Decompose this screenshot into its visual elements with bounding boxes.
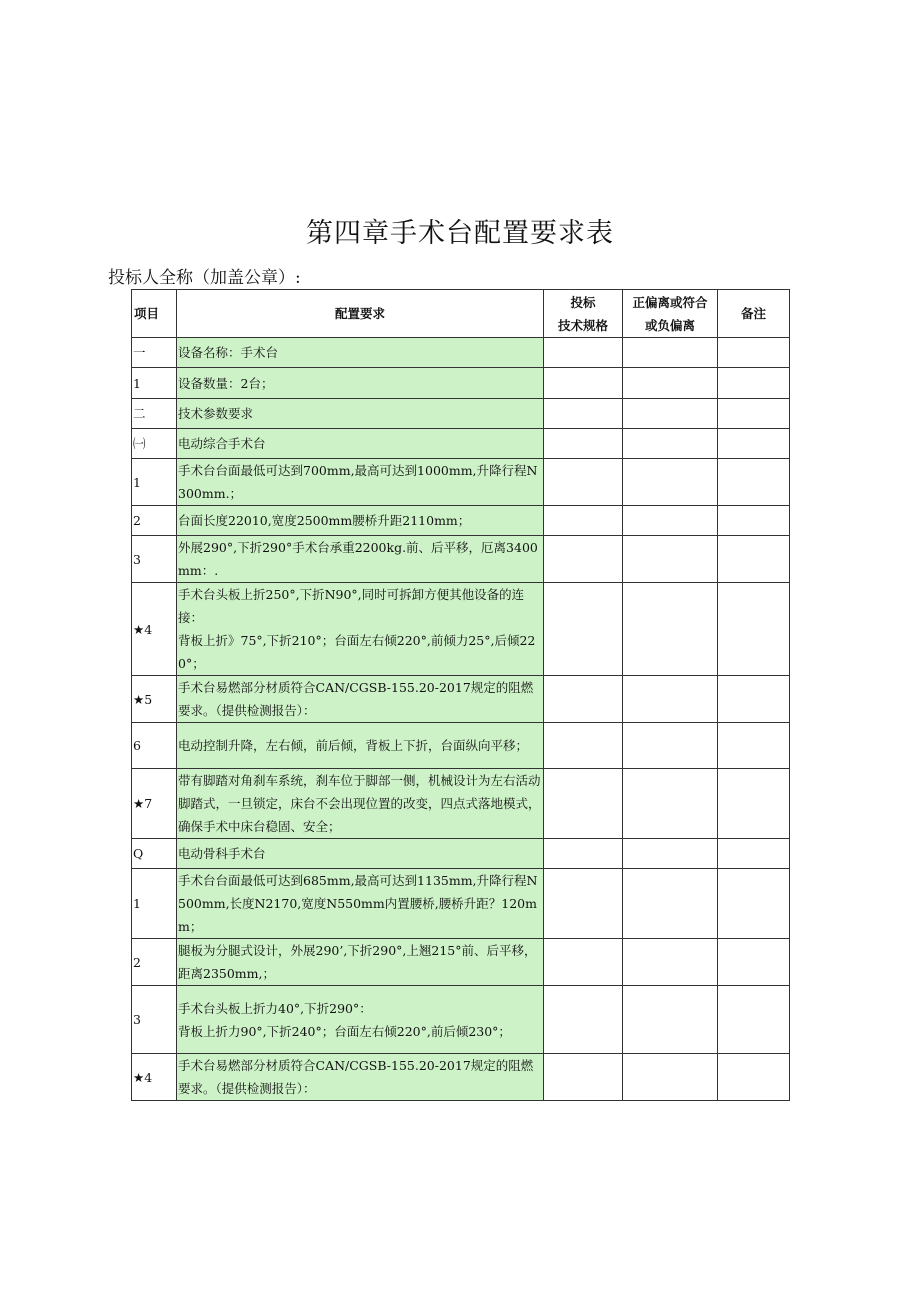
table-row [132,399,790,429]
row-deviation-cell[interactable] [623,1054,718,1101]
row-item-number: ★5 [132,676,177,723]
row-item-number: 1 [132,459,177,506]
row-remark-cell[interactable] [718,839,790,869]
row-remark-cell[interactable] [718,939,790,986]
row-requirement [177,986,544,1054]
row-spec-cell[interactable] [544,536,623,583]
table-row [132,769,790,839]
header-spec-line1: 投标 [570,294,596,310]
table-row [132,939,790,986]
row-spec-cell[interactable] [544,676,623,723]
row-requirement [177,1054,544,1101]
row-requirement [177,368,544,399]
row-spec-cell[interactable] [544,869,623,939]
row-spec-cell[interactable] [544,583,623,676]
row-requirement [177,429,544,459]
row-item-number: 一 [132,338,177,368]
row-remark-cell[interactable] [718,459,790,506]
requirement-text: 背板上折力90°,下折240°；台面左右倾220°,前后倾230°； [178,1023,511,1039]
row-deviation-cell[interactable] [623,429,718,459]
row-deviation-cell[interactable] [623,939,718,986]
row-deviation-cell[interactable] [623,986,718,1054]
requirement-text: 手术台台面最低可达到685mm,最高可达到1135mm,升降行程N500mm,长度N2170,宽度N550mm内置腰桥,腰桥升距？120mm； [178,873,538,934]
page-title: 第四章手术台配置要求表 [306,218,614,249]
row-item-number: 1 [132,869,177,939]
row-remark-cell[interactable] [718,869,790,939]
bidder-name-label: 投标人全称（加盖公章）: [108,268,301,288]
row-deviation-cell[interactable] [623,839,718,869]
row-requirement [177,939,544,986]
row-deviation-cell[interactable] [623,459,718,506]
requirement-text: 手术台易燃部分材质符合CAN/CGSB-155.20-2017规定的阻燃要求。（提供检测报告）： [178,1058,534,1096]
requirement-text: 设备数量：2台； [178,375,274,391]
row-deviation-cell[interactable] [623,723,718,769]
table-row [132,536,790,583]
row-requirement [177,338,544,368]
row-deviation-cell[interactable] [623,338,718,368]
requirement-text: 技术参数要求 [178,406,254,421]
row-spec-cell[interactable] [544,839,623,869]
row-deviation-cell[interactable] [623,506,718,536]
requirement-text: 手术台头板上折力40°,下折290°： [178,1000,372,1016]
row-spec-cell[interactable] [544,338,623,368]
row-requirement [177,399,544,429]
row-item-number: 1 [132,368,177,399]
requirement-text: 手术台台面最低可达到700mm,最高可达到1000mm,升降行程N300mm.； [178,463,538,501]
row-requirement [177,839,544,869]
row-spec-cell[interactable] [544,1054,623,1101]
row-deviation-cell[interactable] [623,368,718,399]
table-header-row [132,290,790,338]
requirement-text: 台面长度22010,宽度2500mm腰桥升距2110mm； [178,513,471,528]
row-remark-cell[interactable] [718,338,790,368]
table-row [132,986,790,1054]
requirement-text: 设备名称：手术台 [178,345,279,360]
requirement-text: 电动骨科手术台 [178,846,266,861]
table-row [132,1054,790,1101]
table-row [132,839,790,869]
row-remark-cell[interactable] [718,399,790,429]
row-remark-cell[interactable] [718,368,790,399]
row-deviation-cell[interactable] [623,676,718,723]
requirement-text: 手术台易燃部分材质符合CAN/CGSB-155.20-2017规定的阻燃要求。（提供检测报告）： [178,680,534,718]
row-requirement [177,676,544,723]
row-remark-cell[interactable] [718,769,790,839]
table-row [132,338,790,368]
table-row [132,583,790,676]
table-row [132,368,790,399]
header-remark: 备注 [718,290,790,338]
row-item-number: 2 [132,506,177,536]
table-row [132,869,790,939]
row-remark-cell[interactable] [718,723,790,769]
row-deviation-cell[interactable] [623,536,718,583]
row-deviation-cell[interactable] [623,583,718,676]
row-item-number: ★7 [132,769,177,839]
row-remark-cell[interactable] [718,536,790,583]
header-deviation [623,290,718,338]
table-row [132,429,790,459]
header-item: 项目 [132,290,177,338]
header-requirement: 配置要求 [177,290,544,338]
requirement-text: 背板上折》75°,下折210°；台面左右倾220°,前倾力25°,后倾220°； [178,633,536,671]
row-remark-cell[interactable] [718,583,790,676]
row-remark-cell[interactable] [718,1054,790,1101]
row-spec-cell[interactable] [544,368,623,399]
row-spec-cell[interactable] [544,769,623,839]
row-item-number: ★4 [132,1054,177,1101]
row-requirement [177,536,544,583]
header-spec [544,290,623,338]
row-requirement [177,459,544,506]
row-deviation-cell[interactable] [623,399,718,429]
row-requirement [177,869,544,939]
header-deviation-line2: 或负偏离 [644,317,695,333]
row-deviation-cell[interactable] [623,769,718,839]
requirement-text: 电动控制升降，左右倾，前后倾，背板上下折，台面纵向平移； [178,738,529,753]
row-spec-cell[interactable] [544,506,623,536]
header-deviation-line1: 正偏离或符合 [632,294,708,310]
row-item-number: 2 [132,939,177,986]
row-spec-cell[interactable] [544,939,623,986]
requirement-text: 带有脚踏对角刹车系统，刹车位于脚部一侧，机械设计为左右活动脚踏式，一旦锁定，床台不会出现位置的改变，四点式落地模式，确保手术中床台稳固、安全； [178,773,541,834]
row-deviation-cell[interactable] [623,869,718,939]
requirement-text: 电动综合手术台 [178,436,266,451]
row-requirement [177,583,544,676]
requirement-text: 手术台头板上折250°,下折N90°,同时可拆卸方便其他设备的连接： [178,587,525,625]
row-item-number: ★4 [132,583,177,676]
config-requirements-table [131,289,790,1101]
requirement-text: 腿板为分腿式设计，外展290’,下折290°,上翘215°前、后平移，距离2350mm,； [178,943,537,981]
row-item-number: 二 [132,399,177,429]
header-spec-line2: 技术规格 [557,317,608,333]
row-item-number: ㈠ [132,429,177,459]
row-requirement [177,769,544,839]
requirement-text: 外展290°,下折290°手术台承重2200kg.前、后平移，厄离3400mm：. [178,540,538,578]
row-spec-cell[interactable] [544,429,623,459]
row-requirement [177,723,544,769]
table-row [132,676,790,723]
row-spec-cell[interactable] [544,459,623,506]
row-remark-cell[interactable] [718,506,790,536]
row-item-number: 3 [132,536,177,583]
row-item-number: 6 [132,723,177,769]
row-spec-cell[interactable] [544,986,623,1054]
row-remark-cell[interactable] [718,676,790,723]
row-remark-cell[interactable] [718,429,790,459]
row-remark-cell[interactable] [718,986,790,1054]
row-spec-cell[interactable] [544,723,623,769]
row-item-number: 3 [132,986,177,1054]
table-row [132,723,790,769]
row-requirement [177,506,544,536]
table-row [132,506,790,536]
row-spec-cell[interactable] [544,399,623,429]
table-row [132,459,790,506]
row-item-number: Q [132,839,177,869]
